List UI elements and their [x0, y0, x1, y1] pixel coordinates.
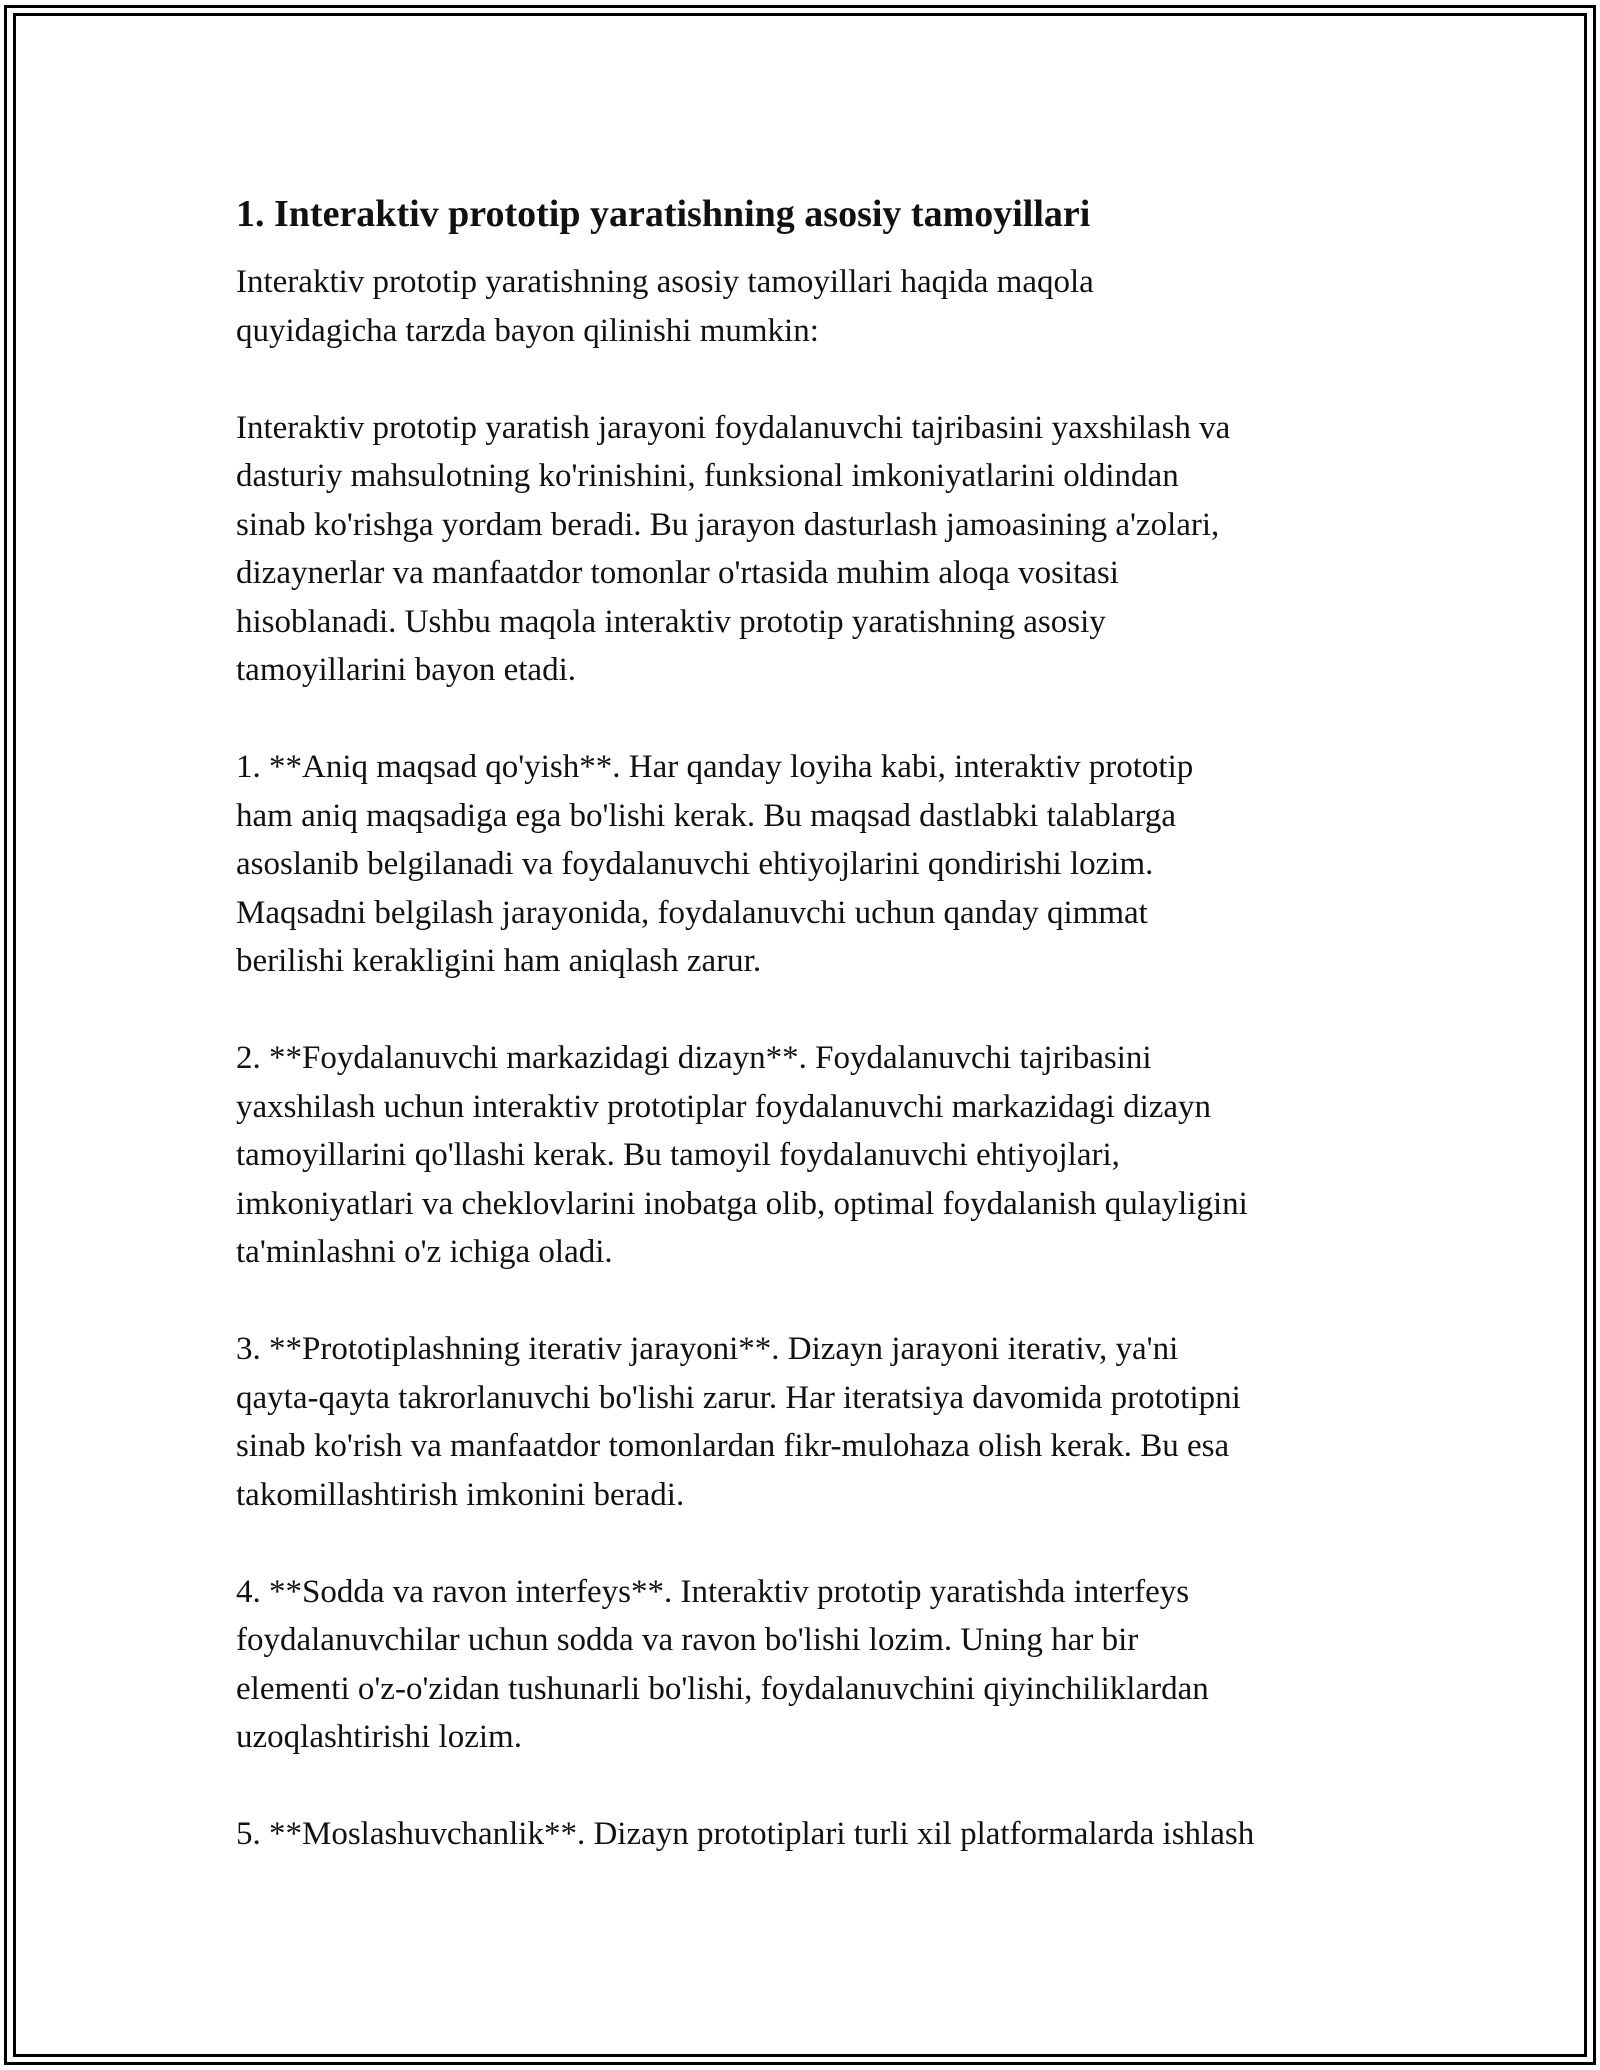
paragraph — [236, 1325, 1386, 1519]
paragraph — [236, 404, 1386, 695]
paragraph-line: Interaktiv prototip yaratish jarayoni foydalanuvchi tajribasini yaxshilash va — [236, 409, 1231, 446]
paragraph-line: ham aniq maqsadiga ega bo'lishi kerak. Bu maqsad dastlabki talablarga — [236, 797, 1177, 834]
paragraph — [236, 1034, 1386, 1277]
paragraph-line: dizaynerlar va manfaatdor tomonlar o'rtasida muhim aloqa vositasi — [236, 555, 1119, 591]
document-title: 1. Interaktiv prototip yaratishning asosiy tamoyillari — [236, 193, 1091, 235]
paragraph-line: ta'minlashni o'z ichiga oladi. — [236, 1234, 613, 1270]
paragraph-line: hisoblanadi. Ushbu maqola interaktiv prototip yaratishning asosiy — [236, 603, 1106, 640]
paragraph — [236, 258, 1386, 355]
paragraph-line: imkoniyatlari va cheklovlarini inobatga olib, optimal foydalanish qulayligini — [236, 1185, 1248, 1222]
paragraph-line: quyidagicha tarzda bayon qilinishi mumkin: — [236, 312, 819, 349]
paragraph — [236, 1568, 1386, 1762]
paragraph-line: Interaktiv prototip yaratishning asosiy tamoyillari haqida maqola — [236, 264, 1094, 300]
paragraph-line: takomillashtirish imkonini beradi. — [236, 1476, 685, 1513]
paragraph-line: sinab ko'rishga yordam beradi. Bu jarayon dasturlash jamoasining a'zolari, — [236, 506, 1220, 543]
paragraph — [236, 743, 1386, 986]
paragraph-line: Maqsadni belgilash jarayonida, foydalanuvchi uchun qanday qimmat — [236, 894, 1148, 931]
paragraph-line: 2. **Foydalanuvchi markazidagi dizayn**. Foydalanuvchi tajribasini — [236, 1040, 1152, 1076]
paragraph-line: qayta-qayta takrorlanuvchi bo'lishi zarur. Har iteratsiya davomida prototipni — [236, 1379, 1241, 1416]
paragraph-line: 1. **Aniq maqsad qo'yish**. Har qanday loyiha kabi, interaktiv prototip — [236, 749, 1194, 785]
paragraph-line: 5. **Moslashuvchanlik**. Dizayn prototiplari turli xil platformalarda ishlash — [236, 1816, 1255, 1852]
paragraph-line: tamoyillarini bayon etadi. — [236, 652, 576, 688]
document-body — [236, 188, 1386, 1859]
paragraph-line: 3. **Prototiplashning iterativ jarayoni**. Dizayn jarayoni iterativ, ya'ni — [236, 1331, 1179, 1367]
paragraph-line: dasturiy mahsulotning ko'rinishini, funksional imkoniyatlarini oldindan — [236, 458, 1179, 494]
paragraph-line: yaxshilash uchun interaktiv prototiplar foydalanuvchi markazidagi dizayn — [236, 1088, 1212, 1125]
paragraph — [236, 1810, 1386, 1859]
paragraph-line: berilishi kerakligini ham aniqlash zarur. — [236, 943, 762, 979]
paragraph-list — [236, 258, 1386, 1859]
paragraph-line: asoslanib belgilanadi va foydalanuvchi ehtiyojlarini qondirishi lozim. — [236, 846, 1154, 882]
paragraph-line: sinab ko'rish va manfaatdor tomonlardan fikr-mulohaza olish kerak. Bu esa — [236, 1428, 1230, 1464]
paragraph-line: elementi o'z-o'zidan tushunarli bo'lishi, foydalanuvchini qiyinchiliklardan — [236, 1670, 1209, 1707]
paragraph-line: foydalanuvchilar uchun sodda va ravon bo'lishi lozim. Uning har bir — [236, 1622, 1139, 1658]
paragraph-line: uzoqlashtirishi lozim. — [236, 1719, 522, 1755]
paragraph-line: 4. **Sodda va ravon interfeys**. Interaktiv prototip yaratishda interfeys — [236, 1573, 1190, 1610]
paragraph-line: tamoyillarini qo'llashi kerak. Bu tamoyil foydalanuvchi ehtiyojlari, — [236, 1137, 1120, 1173]
